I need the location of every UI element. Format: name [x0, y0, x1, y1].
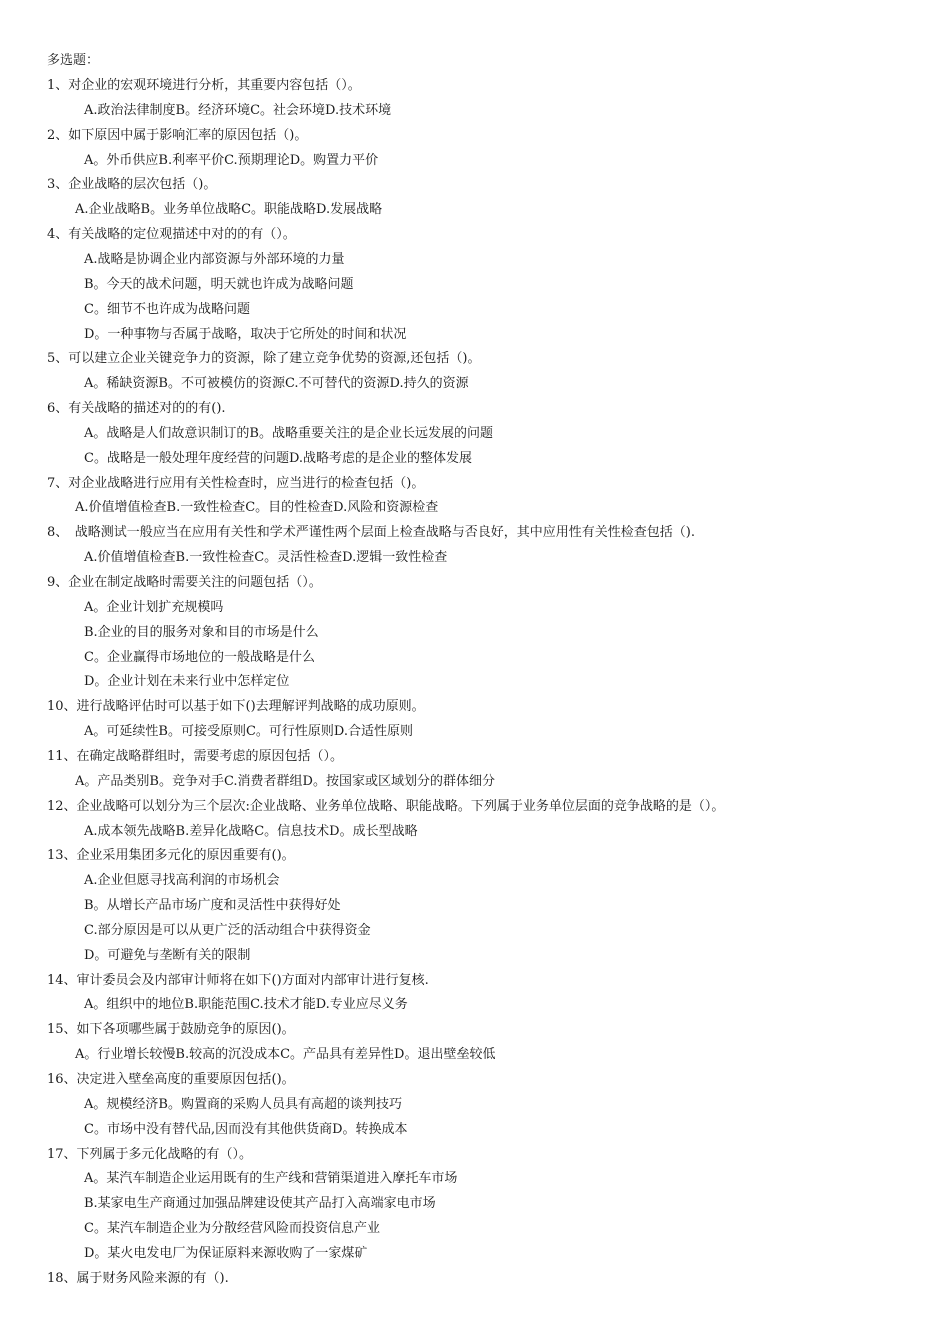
option-line: B.企业的目的服务对象和目的市场是什么	[84, 625, 319, 640]
option-line: A.价值增值检查B.一致性检查C。目的性检查D.风险和资源检查	[75, 500, 439, 515]
question-text: 17、下列属于多元化战略的有（）。	[47, 1147, 253, 1162]
option-line: A。组织中的地位B.职能范围C.技术才能D.专业应尽义务	[84, 997, 408, 1012]
option-line: A。可延续性B。可接受原则C。可行性原则D.合适性原则	[84, 724, 413, 739]
option-line: C。某汽车制造企业为分散经营风险而投资信息产业	[84, 1221, 380, 1236]
question-text: 1、对企业的宏观环境进行分析，其重要内容包括（）。	[47, 78, 361, 93]
option-line: C。细节不也许成为战略问题	[84, 302, 250, 317]
option-line: A。某汽车制造企业运用既有的生产线和营销渠道进入摩托车市场	[84, 1171, 458, 1186]
option-line: B。今天的战术问题，明天就也许成为战略问题	[84, 277, 354, 292]
option-line: A。战略是人们故意识制订的B。战略重要关注的是企业长远发展的问题	[84, 426, 493, 441]
section-heading: 多选题：	[47, 53, 100, 68]
option-line: A。企业计划扩充规模吗	[84, 600, 224, 615]
option-line: B。从增长产品市场广度和灵活性中获得好处	[84, 898, 341, 913]
option-line: A.企业战略B。业务单位战略C。职能战略D.发展战略	[75, 202, 383, 217]
question-text: 16、决定进入壁垒高度的重要原因包括()。	[47, 1072, 295, 1087]
option-line: A.成本领先战略B.差异化战略C。信息技术D。成长型战略	[84, 824, 418, 839]
option-line: D。某火电发电厂为保证原料来源收购了一家煤矿	[84, 1246, 368, 1261]
question-text: 5、可以建立企业关键竞争力的资源，除了建立竞争优势的资源,还包括（)。	[47, 351, 481, 366]
option-line: A.政治法律制度B。经济环境C。社会环境D.技术环境	[84, 103, 392, 118]
option-line: A.价值增值检查B.一致性检查C。灵活性检查D.逻辑一致性检查	[84, 550, 448, 565]
question-text: 3、企业战略的层次包括（)。	[47, 177, 217, 192]
question-text: 6、有关战略的描述对的的有().	[47, 401, 239, 416]
question-text: 9、企业在制定战略时需要关注的问题包括（）。	[47, 575, 322, 590]
question-text: 14、审计委员会及内部审计师将在如下()方面对内部审计进行复核.	[47, 973, 429, 988]
option-line: D。可避免与垄断有关的限制	[84, 948, 251, 963]
question-text: 4、有关战略的定位观描述中对的的有（）。	[47, 227, 296, 242]
option-line: C。市场中没有替代品,因而没有其他供货商D。转换成本	[84, 1122, 408, 1137]
option-line: B.某家电生产商通过加强品牌建设使其产品打入高端家电市场	[84, 1196, 436, 1211]
option-line: C。企业赢得市场地位的一般战略是什么	[84, 650, 315, 665]
option-line: A。产品类别B。竞争对手C.消费者群组D。按国家或区域划分的群体细分	[75, 774, 495, 789]
question-text: 18、属于财务风险来源的有（).	[47, 1271, 229, 1286]
question-text: 7、对企业战略进行应用有关性检查时，应当进行的检查包括（)。	[47, 476, 425, 491]
option-line: A。行业增长较慢B.较高的沉没成本C。产品具有差异性D。退出壁垒较低	[75, 1047, 496, 1062]
option-line: A。稀缺资源B。不可被模仿的资源C.不可替代的资源D.持久的资源	[84, 376, 469, 391]
option-line: A。规模经济B。购置商的采购人员具有高超的谈判技巧	[84, 1097, 402, 1112]
option-line: C.部分原因是可以从更广泛的活动组合中获得资金	[84, 923, 371, 938]
question-text: 10、进行战略评估时可以基于如下()去理解评判战略的成功原则。	[47, 699, 425, 714]
question-text: 15、如下各项哪些属于鼓励竞争的原因()。	[47, 1022, 295, 1037]
question-text: 2、如下原因中属于影响汇率的原因包括（)。	[47, 128, 308, 143]
question-text: 13、企业采用集团多元化的原因重要有()。	[47, 848, 295, 863]
question-text: 8、 战略测试一般应当在应用有关性和学术严谨性两个层面上检查战略与否良好，其中应用性有关性检查包括（).	[47, 525, 708, 540]
option-line: A。外币供应B.利率平价C.预期理论D。购置力平价	[84, 153, 379, 168]
question-text: 12、企业战略可以划分为三个层次:企业战略、业务单位战略、职能战略。下列属于业务单位层面的竞争战略的是（）。	[47, 799, 725, 814]
option-line: A.企业但愿寻找高利润的市场机会	[84, 873, 280, 888]
option-line: C。战略是一般处理年度经营的问题D.战略考虑的是企业的整体发展	[84, 451, 473, 466]
option-line: D。一种事物与否属于战略，取决于它所处的时间和状况	[84, 327, 407, 342]
option-line: D。企业计划在未来行业中怎样定位	[84, 674, 290, 689]
question-text: 11、在确定战略群组时，需要考虑的原因包括（）。	[47, 749, 344, 764]
option-line: A.战略是协调企业内部资源与外部环境的力量	[84, 252, 345, 267]
